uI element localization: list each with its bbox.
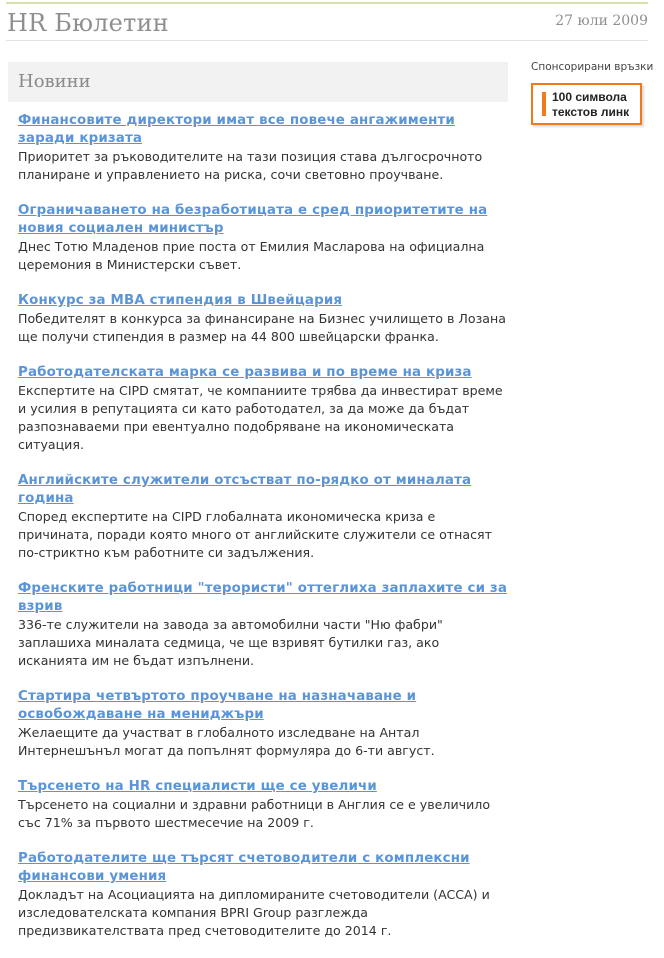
news-title-link[interactable]: Стартира четвъртото проучване на назначаване и освобождаване на мениджъри bbox=[18, 689, 417, 722]
news-section-header bbox=[8, 62, 508, 102]
news-title-link[interactable]: Френските работници "терористи" оттеглиха заплахите си за взрив bbox=[18, 581, 508, 614]
news-list bbox=[18, 112, 508, 958]
news-item bbox=[18, 202, 508, 274]
news-item bbox=[18, 688, 508, 760]
news-summary: Според експертите на CIPD глобалната икономическа криза е причината, поради която много от английските служители се отнасят по-стриктно към работните си задължения. bbox=[18, 509, 492, 560]
ad-line-2: текстов линк bbox=[552, 105, 630, 119]
sponsored-text-link-ad[interactable] bbox=[531, 83, 642, 125]
news-item bbox=[18, 472, 508, 562]
issue-date: 27 юли 2009 bbox=[555, 13, 648, 29]
news-summary: 336-те служители на завода за автомобилни части "Ню фабри" заплашиха миналата седмица, че ще взривят бутилки газ, ако исканията им не бъдат изпълнени. bbox=[18, 617, 443, 668]
news-summary: Желаещите да участват в глобалното изследване на Антал Интернешънъл могат да попълнят формуляра до 6-ти август. bbox=[18, 725, 435, 758]
news-title-link[interactable]: Работодателската марка се развива и по време на криза bbox=[18, 365, 472, 380]
news-title-link[interactable]: Конкурс за MBA стипендия в Швейцария bbox=[18, 293, 343, 308]
ad-accent-bar bbox=[542, 92, 546, 116]
news-title-link[interactable]: Английските служители отсъстват по-рядко от миналата година bbox=[18, 473, 472, 506]
news-summary: Приоритет за ръководителите на тази позиция става дългосрочното планиране и управлението на риска, сочи световно проучване. bbox=[18, 149, 483, 182]
news-summary: Победителят в конкурса за финансиране на Бизнес училището в Лозана ще получи стипендия в размер на 44 800 швейцарски франка. bbox=[18, 311, 506, 344]
news-summary: Експертите на CIPD смятат, че компаниите трябва да инвестират време и усилия в репутацията си като работодател, за да може да бъдат разпознаваеми при евентуално подобряване на икономическата ситуация. bbox=[18, 383, 503, 452]
ad-line-1: 100 символа bbox=[552, 90, 627, 104]
sponsored-links-label: Спонсорирани връзки bbox=[531, 61, 654, 73]
newsletter-title: HR Бюлетин bbox=[7, 9, 169, 37]
news-item bbox=[18, 850, 508, 940]
news-title-link[interactable]: Ограничаването на безработицата е сред приоритетите на новия социален министър bbox=[18, 203, 488, 236]
news-item bbox=[18, 292, 508, 346]
ad-text bbox=[552, 90, 629, 120]
news-summary: Днес Тотю Младенов прие поста от Емилия Масларова на официална церемония в Министерски съвет. bbox=[18, 239, 485, 272]
news-title-link[interactable]: Търсенето на HR специалисти ще се увеличи bbox=[18, 779, 377, 794]
news-heading: Новини bbox=[18, 71, 91, 92]
news-item bbox=[18, 112, 508, 184]
news-item bbox=[18, 364, 508, 454]
news-summary: Търсенето на социални и здравни работници в Англия се е увеличило със 71% за първото шестмесечие на 2009 г. bbox=[18, 797, 491, 830]
news-item bbox=[18, 778, 508, 832]
page-header bbox=[6, 4, 648, 41]
news-title-link[interactable]: Финансовите директори имат все повече ангажименти заради кризата bbox=[18, 113, 455, 146]
news-summary: Докладът на Асоциацията на дипломираните счетоводители (ACCA) и изследователската компания BPRI Group разглежда предизвикателствата пред счетоводителите до 2014 г. bbox=[18, 887, 490, 938]
news-item bbox=[18, 580, 508, 670]
news-title-link[interactable]: Работодателите ще търсят счетоводители с комплексни финансови умения bbox=[18, 851, 470, 884]
